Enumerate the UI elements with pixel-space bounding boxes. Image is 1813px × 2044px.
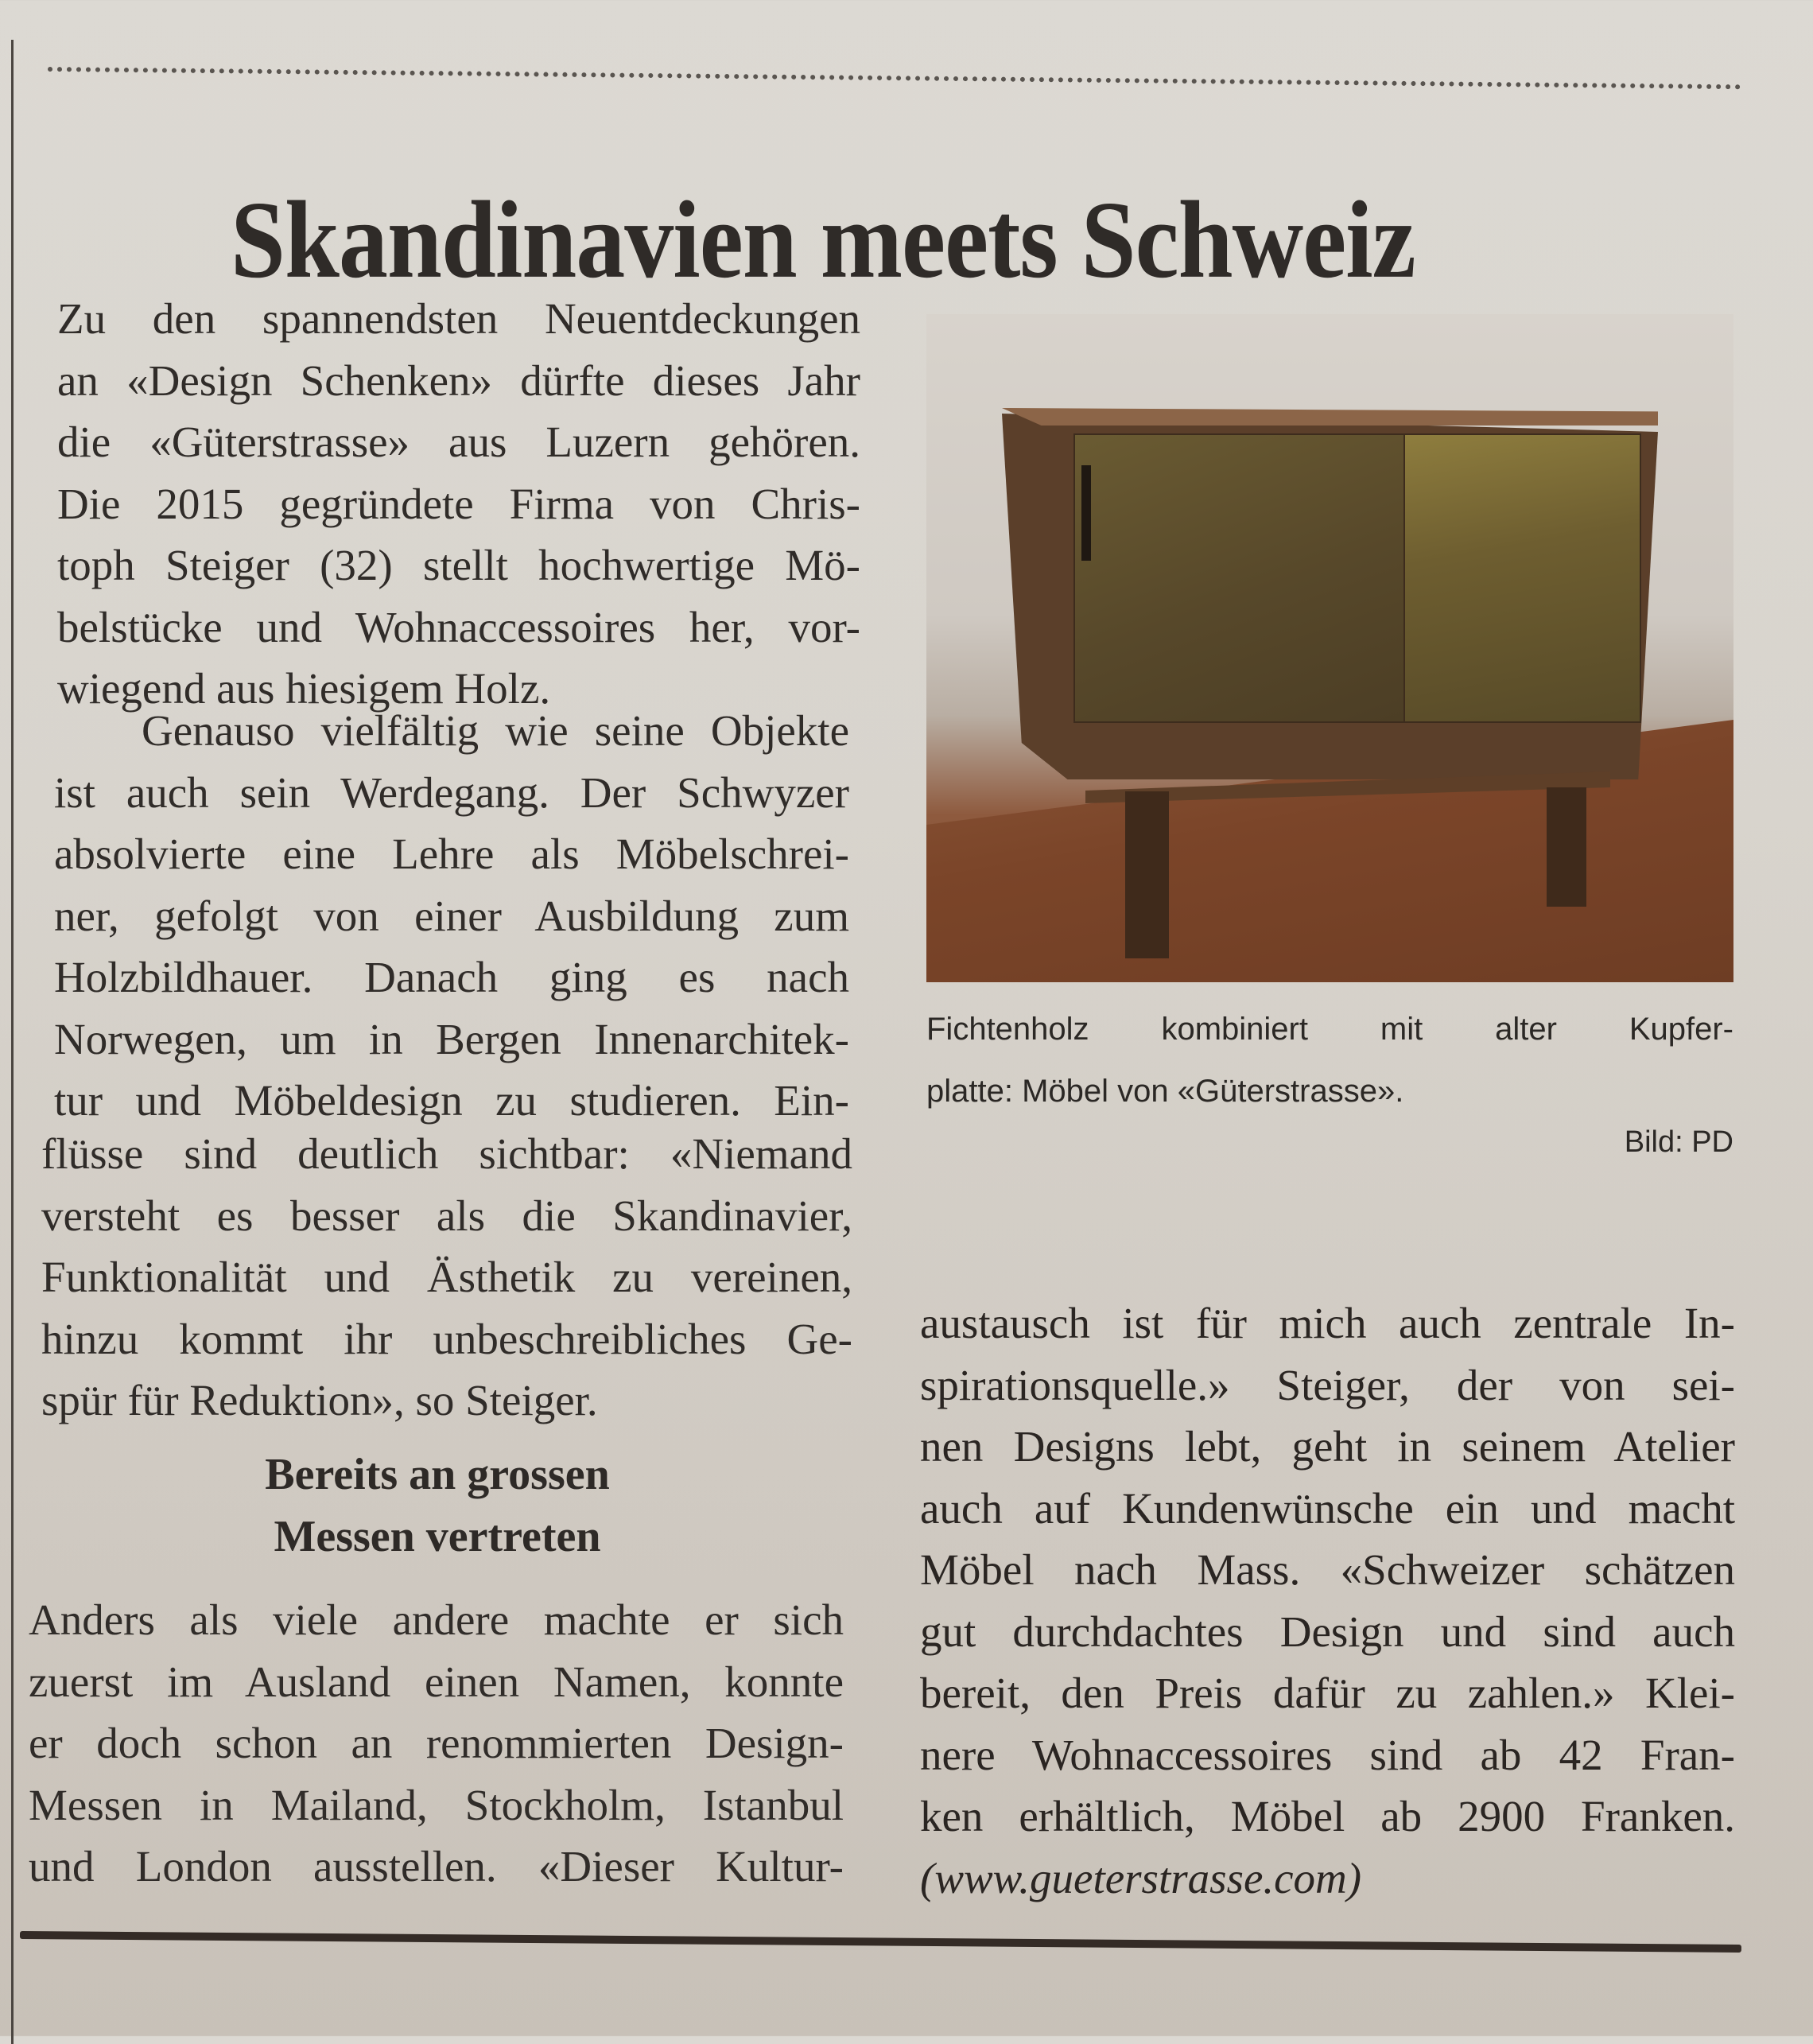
- subheading-line: Bereits an grossen: [265, 1450, 610, 1499]
- text-line: auch auf Kundenwünsche ein und macht: [920, 1483, 1735, 1533]
- cabinet-top: [1002, 408, 1658, 426]
- text-line: gut durchdachtes Design und sind auch: [920, 1607, 1735, 1656]
- copper-door-right: [1403, 433, 1641, 723]
- text-line: spirationsquelle.» Steiger, der von sei-: [920, 1360, 1735, 1409]
- bottom-rule: [20, 1931, 1741, 1953]
- website-url: (www.gueterstrasse.com): [920, 1853, 1362, 1902]
- text-line: bereit, den Preis dafür zu zahlen.» Klei-: [920, 1669, 1735, 1717]
- article-headline: Skandinavien meets Schweiz: [231, 178, 1415, 301]
- intro-paragraph: [57, 288, 860, 720]
- text-line: nere Wohnaccessoires sind ab 42 Fran-: [920, 1730, 1735, 1779]
- column-rule-vertical: [11, 40, 14, 2044]
- text-line: Norwegen, um in Bergen Innenarchitek-: [54, 1014, 849, 1063]
- copper-door-left: [1073, 433, 1407, 723]
- paragraph-career: [54, 700, 849, 1132]
- text-line: spür für Reduktion», so Steiger.: [41, 1376, 598, 1424]
- text-line: hinzu kommt ihr unbeschreibliches Ge-: [41, 1314, 852, 1363]
- text-line: ken erhältlich, Möbel ab 2900 Franken.: [920, 1792, 1735, 1840]
- text-line: toph Steiger (32) stellt hochwertige Mö-: [57, 541, 860, 589]
- text-line: Messen in Mailand, Stockholm, Istanbul: [29, 1780, 844, 1829]
- text-line: Möbel nach Mass. «Schweizer schätzen: [920, 1545, 1735, 1594]
- cabinet-leg: [1125, 791, 1169, 958]
- text-line: Holzbildhauer. Danach ging es nach: [54, 953, 849, 1001]
- text-line: Genauso vielfältig wie seine Objekte: [142, 706, 849, 755]
- text-line: ner, gefolgt von einer Ausbildung zum: [54, 891, 849, 940]
- text-line: austausch ist für mich auch zentrale In-: [920, 1299, 1735, 1347]
- text-line: die «Güterstrasse» aus Luzern gehören.: [57, 418, 860, 466]
- text-line: und London ausstellen. «Dieser Kultur-: [29, 1842, 844, 1891]
- caption-line: Fichtenholz kombiniert mit alter Kupfer-: [926, 1012, 1733, 1047]
- sideboard-photo: [926, 314, 1733, 982]
- text-line: tur und Möbeldesign zu studieren. Ein-: [54, 1076, 849, 1125]
- text-line: Zu den spannendsten Neuentdeckungen: [57, 294, 860, 343]
- text-line: Anders als viele andere machte er sich: [29, 1595, 844, 1644]
- text-line: Die 2015 gegründete Firma von Chris-: [57, 479, 860, 528]
- dotted-separator: [48, 67, 1741, 89]
- text-line: an «Design Schenken» dürfte dieses Jahr: [57, 356, 860, 405]
- paragraph-fairs: [29, 1589, 844, 1898]
- door-handle: [1081, 465, 1091, 561]
- cabinet-leg: [1547, 787, 1586, 907]
- text-line: er doch schon an renommierten Design-: [29, 1719, 844, 1767]
- text-line: Funktionalität und Ästhetik zu vereinen,: [41, 1253, 852, 1301]
- text-line: absolvierte eine Lehre als Möbelschrei-: [54, 830, 849, 878]
- text-line: ist auch sein Werdegang. Der Schwyzer: [54, 767, 849, 817]
- caption-line: platte: Möbel von «Güterstrasse».: [926, 1074, 1404, 1109]
- photo-caption: [926, 998, 1733, 1122]
- text-line: zuerst im Ausland einen Namen, konnte: [29, 1657, 844, 1706]
- photo-credit: Bild: PD: [1624, 1125, 1733, 1159]
- text-line: wiegend aus hiesigem Holz.: [57, 664, 551, 713]
- text-line: flüsse sind deutlich sichtbar: «Niemand: [41, 1129, 852, 1178]
- article-subheading: [159, 1444, 716, 1568]
- text-line: belstücke und Wohnaccessoires her, vor-: [57, 602, 860, 651]
- paragraph-quote: [41, 1123, 852, 1432]
- subheading-line: Messen vertreten: [274, 1512, 601, 1561]
- paragraph-continuation: [920, 1292, 1735, 1909]
- text-line: versteht es besser als die Skandinavier,: [41, 1191, 852, 1240]
- text-line: nen Designs lebt, geht in seinem Atelier: [920, 1422, 1735, 1471]
